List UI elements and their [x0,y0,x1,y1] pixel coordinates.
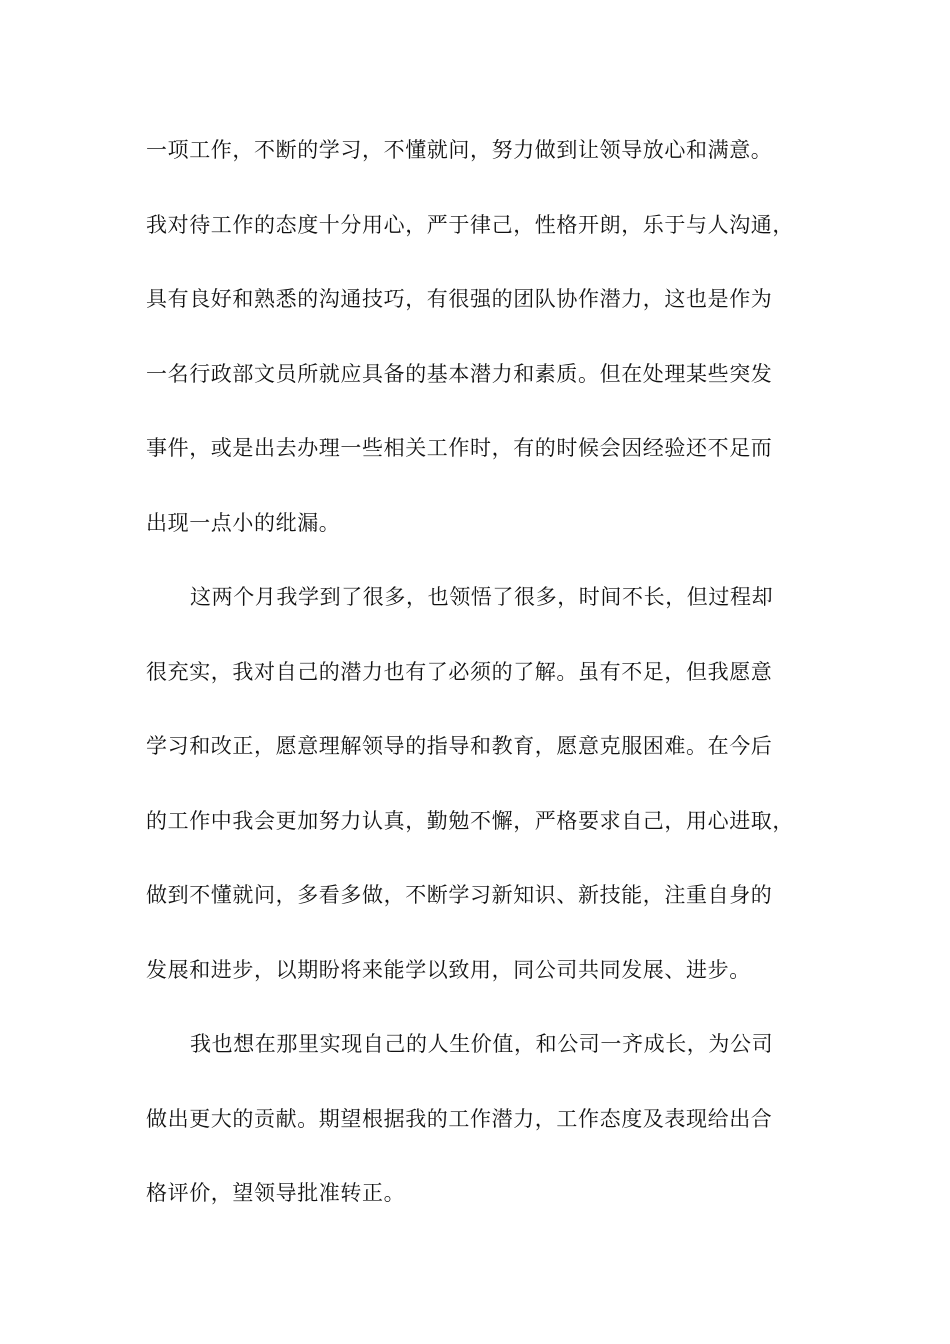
text-line: 学习和改正，愿意理解领导的指导和教育，愿意克服困难。在今后 [146,734,773,758]
text-line: 我对待工作的态度十分用心，严于律己，性格开朗，乐于与人沟通， [146,212,794,237]
body-text [146,128,826,1246]
text-line: 一名行政部文员所就应具备的基本潜力和素质。但在处理某些突发 [146,361,773,386]
text-line: 做到不懂就问，多看多做，不断学习新知识、新技能，注重自身的 [146,883,773,907]
text-line: 格评价，望领导批准转正。 [146,1181,406,1205]
text-line: 出现一点小的纰漏。 [146,510,341,535]
text-line: 很充实，我对自己的潜力也有了必须的了解。虽有不足，但我愿意 [146,659,773,684]
text-line: 发展和进步，以期盼将来能学以致用，同公司共同发展、进步。 [146,957,751,982]
text-line: 的工作中我会更加努力认真，勤勉不懈，严格要求自己，用心进取， [146,808,794,833]
text-line: 具有良好和熟悉的沟通技巧，有很强的团队协作潜力，这也是作为 [146,287,773,311]
paragraph-first-line: 我也想在那里实现自己的人生价值，和公司一齐成长，为公司 [190,1032,774,1056]
text-line: 做出更大的贡献。期望根据我的工作潜力，工作态度及表现给出合 [146,1106,773,1131]
text-line: 一项工作，不断的学习，不懂就问，努力做到让领导放心和满意。 [146,138,773,162]
text-line: 事件，或是出去办理一些相关工作时，有的时候会因经验还不足而 [146,436,773,460]
paragraph-first-line: 这两个月我学到了很多，也领悟了很多，时间不长，但过程却 [190,585,774,609]
